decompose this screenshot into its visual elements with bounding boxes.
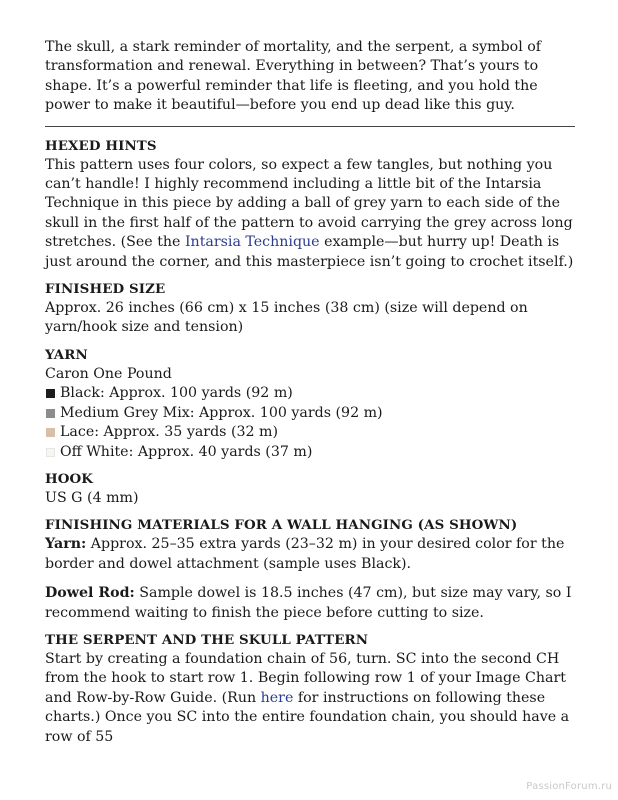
yarn-color-label: Off White: Approx. 40 yards (37 m) <box>60 443 313 460</box>
yarn-color-label: Black: Approx. 100 yards (92 m) <box>60 385 293 402</box>
hexed-hints-section <box>45 137 575 272</box>
pattern-text <box>45 650 575 747</box>
list-item <box>45 443 575 462</box>
watermark: PassionForum.ru <box>526 780 612 792</box>
pattern-heading: THE SERPENT AND THE SKULL PATTERN <box>45 631 369 648</box>
list-item <box>45 384 575 403</box>
pattern-text-b: for instructions on following these charts.) Once you SC into the entire foundation chain, you should have a row of 55 <box>45 689 570 745</box>
pattern-text-a: Start by creating a foundation chain of 56, turn. SC into the second CH from the hook to start row 1. Begin following row 1 of your Image Chart and Row-by-Row Guide. (Run <box>45 650 566 706</box>
finishing-yarn-text <box>45 535 575 574</box>
hexed-hints-heading: HEXED HINTS <box>45 137 157 154</box>
finished-size-text: Approx. 26 inches (66 cm) x 15 inches (38 cm) (size will depend on yarn/hook size and tension) <box>45 300 528 336</box>
here-link[interactable]: here <box>260 689 294 706</box>
section-divider <box>45 126 575 127</box>
hexed-hints-text <box>45 156 575 272</box>
hook-text: US G (4 mm) <box>45 489 139 506</box>
finishing-yarn-body: Approx. 25–35 extra yards (23–32 m) in your desired color for the border and dowel attachment (sample uses Black). <box>45 536 565 572</box>
finishing-dowel-body: Sample dowel is 18.5 inches (47 cm), but size may vary, so I recommend waiting to finish the piece before cutting to size. <box>45 585 572 621</box>
finishing-dowel-label: Dowel Rod: <box>45 585 135 602</box>
black-swatch-icon <box>46 389 55 398</box>
list-item <box>45 404 575 423</box>
finishing-materials-heading: FINISHING MATERIALS FOR A WALL HANGING (AS SHOWN) <box>45 517 518 534</box>
yarn-brand: Caron One Pound <box>45 365 172 382</box>
finishing-yarn-label: Yarn: <box>45 536 87 553</box>
intro-paragraph: The skull, a stark reminder of mortality, and the serpent, a symbol of transformation and renewal. Everything in between? That’s yours to shape. It’s a powerful reminder that life is fleeting, and you hold the power to make it beautiful—before you end up dead like this guy. <box>45 39 542 114</box>
finished-size-section <box>45 280 575 338</box>
hook-section <box>45 470 575 508</box>
pattern-section <box>45 631 575 747</box>
hexed-hints-text-a: This pattern uses four colors, so expect a few tangles, but nothing you can’t handle! I highly recommend including a little bit of the Intarsia Technique in this piece by adding a ball of grey yarn to each side of the skull in the first half of the pattern to avoid carrying the grey across long stretches. (See the <box>45 156 573 251</box>
list-item <box>45 423 575 442</box>
yarn-color-label: Medium Grey Mix: Approx. 100 yards (92 m) <box>60 404 383 421</box>
finishing-materials-section <box>45 516 575 623</box>
page-content <box>45 38 575 755</box>
intarsia-technique-link[interactable]: Intarsia Technique <box>184 234 320 251</box>
off-white-swatch-icon <box>46 448 55 457</box>
hook-heading: HOOK <box>45 470 94 487</box>
yarn-section <box>45 346 575 462</box>
finished-size-heading: FINISHED SIZE <box>45 281 166 298</box>
yarn-color-list <box>45 384 575 462</box>
yarn-heading: YARN <box>45 346 88 363</box>
yarn-color-label: Lace: Approx. 35 yards (32 m) <box>60 424 279 441</box>
paragraph-gap <box>45 574 575 584</box>
lace-swatch-icon <box>46 428 55 437</box>
grey-swatch-icon <box>46 409 55 418</box>
hexed-hints-text-b: example—but hurry up! Death is just around the corner, and this masterpiece isn’t going to crochet itself.) <box>45 234 574 270</box>
finishing-dowel-text <box>45 584 575 623</box>
